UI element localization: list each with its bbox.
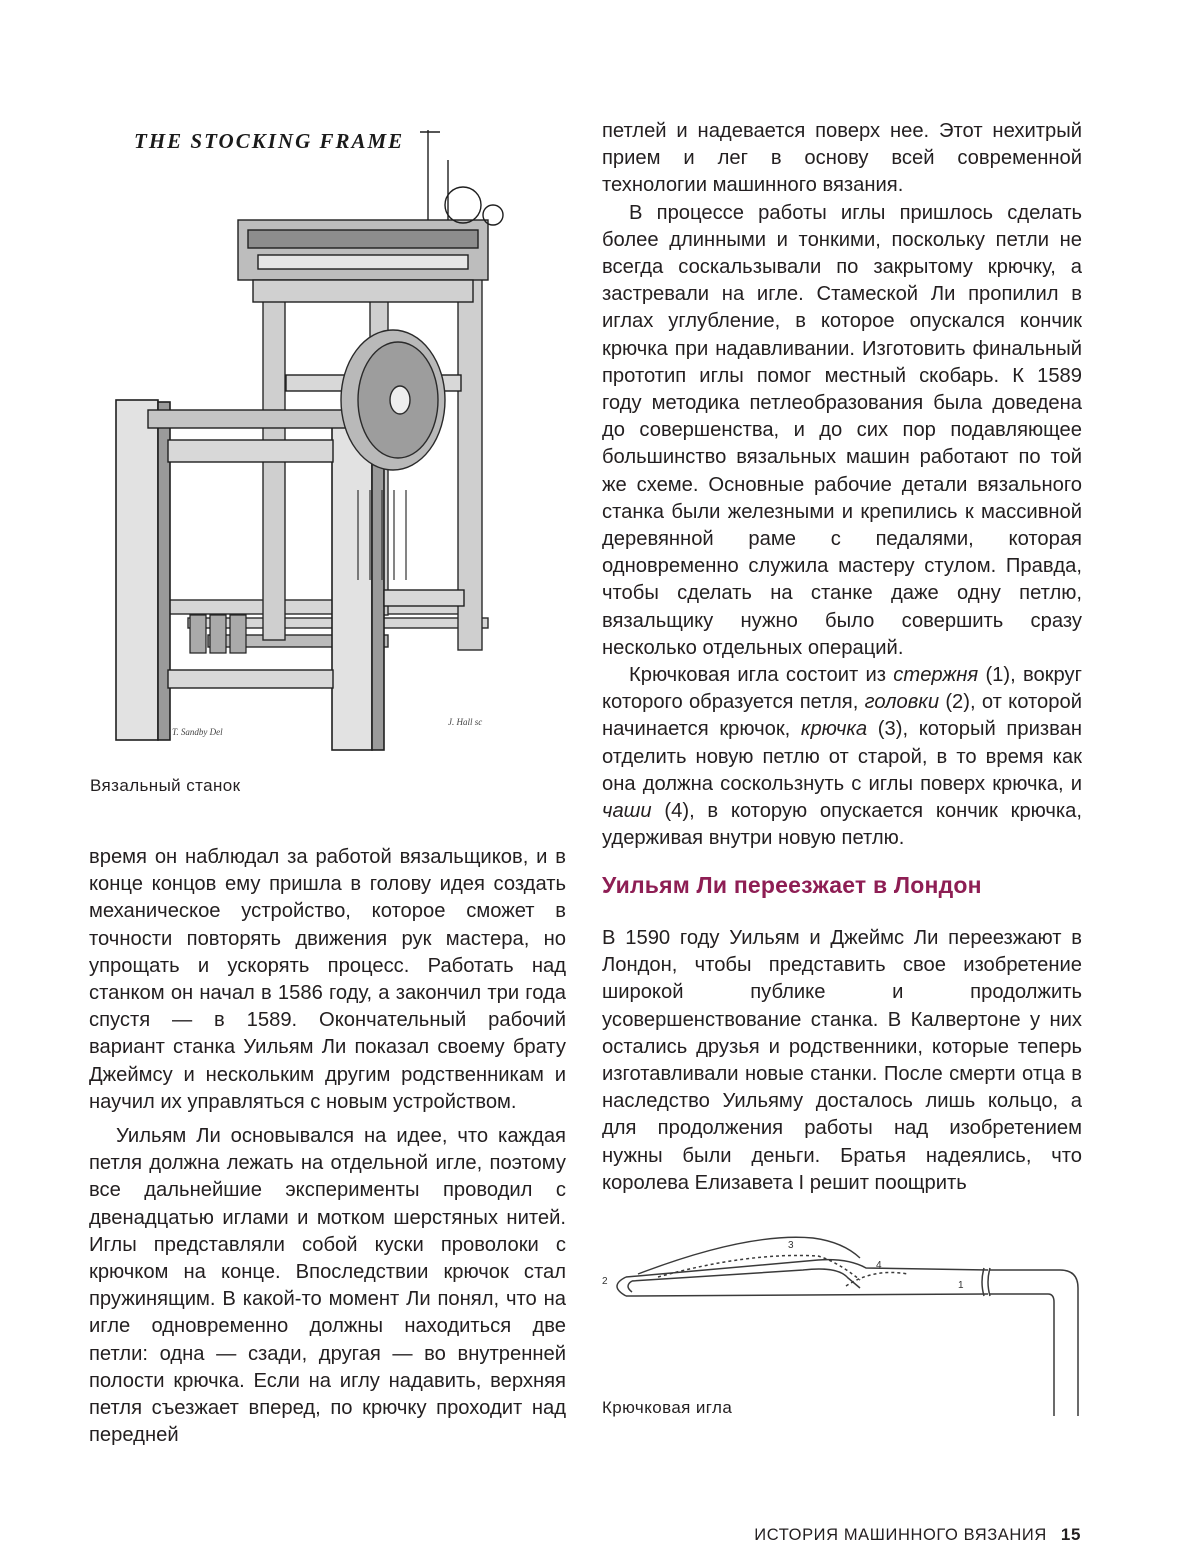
needle-label-2: 2 [602,1276,608,1287]
page-number: 15 [1060,1525,1081,1544]
needle-label-1: 1 [958,1280,964,1291]
left-paragraph-2: Уильям Ли основывался на идее, что каждая петля должна лежать на отдельной игле, поэтому все дальнейшие эксперименты проводил с двенадцатью иглами и мотком шерстяных нитей. Иглы представляли собой куски проволоки с крючком на конце. Впоследствии крючок стал пружинящим. В какой-то момент Ли понял, что на игле одновременно должны находиться две петли: одна — сзади, другая — во внутренней полости крючка. Если на иглу надавить, верхняя петля съезжает вперед, по крючку проходит над передней [89,1125,566,1447]
engraving-title: THE STOCKING FRAME [134,129,405,153]
svg-text:T. Sandby Del: T. Sandby Del [172,727,223,737]
left-column [89,844,566,1449]
left-paragraph-1: время он наблюдал за работой вязальщиков, и в конце концов ему пришла в голову идея создать механическое устройство, которое сможет в точности повторять движения рук мастера, но упрощать и ускорять процесс. Работать над станком он начал в 1586 году, а закончил три года спустя — в 1589. Окончательный рабочий вариант станка Уильям Ли показал своему брату Джеймсу и нескольким другим родственникам и научил их управляться с новым устройством. [89,846,566,1113]
stocking-frame-engraving [108,110,570,760]
right-paragraph-1: петлей и надевается поверх нее. Этот нехитрый прием и лег в основу всей современной технологии машинного вязания. [602,120,1082,197]
frame-caption: Вязальный станок [90,776,241,795]
term-head: головки [864,691,940,714]
stocking-frame-illustration [108,110,570,760]
latch-needle-drawing [598,1222,1092,1422]
term-bowl: чаши [602,800,652,823]
page-footer [754,1525,1081,1545]
section-heading: Уильям Ли переезжает в Лондон [602,872,982,898]
term-stem: стержня [893,664,979,687]
right-paragraph-4: В 1590 году Уильям и Джеймс Ли переезжают в Лондон, чтобы представить свое изобретение широкой публике и продолжить усовершенствование станка. В Калвертоне у них остались друзья и родственники, которые теперь изготавливали новые станки. После смерти отца в наследство Уильяму досталось лишь кольцо, а для продолжения работы над изобретением нужны были деньги. Братья надеялись, что королева Елизавета I решит поощрить [602,927,1082,1194]
latch-needle-diagram [598,1222,1092,1422]
needle-label-3: 3 [788,1240,794,1251]
running-title: ИСТОРИЯ МАШИННОГО ВЯЗАНИЯ [754,1526,1047,1544]
svg-text:J. Hall sc: J. Hall sc [448,717,483,727]
term-hook: крючка [800,718,868,741]
right-column-top [602,118,1082,852]
needle-caption: Крючковая игла [602,1398,733,1417]
right-paragraph-3: Крючковая игла состоит из стержня (1), вокруг которого образуется петля, головки (2), от которой начинается крючок, крючка (3), который призван отделить новую петлю от старой, в то время как она должна соскользнуть с иглы поверх крючка, и чаши (4), в которую опускается кончик крючка, удерживая внутри новую петлю. [602,664,1082,850]
right-paragraph-2: В процессе работы иглы пришлось сделать более длинными и тонкими, поскольку петли не всегда соскальзывали по закрытому крючку, а застревали на игле. Стамеской Ли пропилил в иглах углубление, в которое опускался кончик крючка при надавливании. Изготовить финальный прототип иглы помог местный скобарь. К 1589 году методика петлеобразования была доведена до совершенства, и до сих пор подавляющее большинство вязальных машин работают по той же схеме. Основные рабочие детали вязального станка были железными и крепились к массивной деревянной раме с педалями, которая одновременно служила мастеру стулом. Правда, чтобы сделать на станке даже одну петлю, вязальщику нужно было совершить сразу несколько отдельных операций. [602,201,1082,659]
right-column-bottom [602,925,1082,1197]
needle-label-4: 4 [876,1260,882,1271]
